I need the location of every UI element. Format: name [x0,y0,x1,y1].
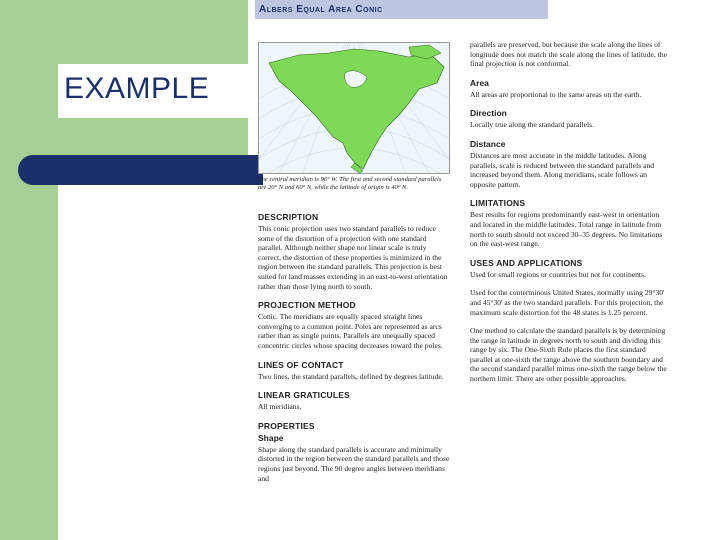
section-body: All areas are proportional to the same areas on the earth. [470,89,642,99]
section [470,198,670,248]
section [258,360,450,382]
section-body: This conic projection uses two standard parallels to reduce some of the distortion of a projection with one standard parallel. Although neither shape nor linear scale is truly correct, the distortion of these properties is minimized in the region between the standard parallels. This projection is best suited for land masses extending in an east-to-west orientation rather than those lying north to south. [258,224,448,291]
left-column [258,212,450,492]
section [258,212,450,291]
slide-title: EXAMPLE [64,72,210,105]
section [258,300,450,350]
section-body: Best results for regions predominantly east-west in orientation and located in the middle latitudes. Total range in latitude from north to south should not exceed 30–35 degrees. No limitations on the east-west range. [470,210,663,249]
section-body: One method to calculate the standard parallels is by determining the range in latitude in degrees north to south and dividing this range by six. The One-Sixth Rule places the first standard parallel at one-sixth the range above the southern boundary and the second standard parallel minus one-sixth the range below the northern limit. There are other possible approaches. [470,326,667,384]
section [470,40,670,69]
section [470,78,670,100]
section-heading: LINES OF CONTACT [258,359,344,370]
section-body: All meridians. [258,402,302,412]
map-graphic [259,43,449,173]
page-header-title: Albers Equal Area Conic [259,4,383,15]
section-heading: Direction [470,108,507,119]
section-body: Locally true along the standard parallels. [470,120,594,130]
section-heading: PROJECTION METHOD [258,300,356,311]
slide-left-strip [0,0,58,540]
section [258,390,450,412]
section [470,139,670,189]
section-body: Two lines, the standard parallels, defined by degrees latitude. [258,371,444,381]
section [258,421,450,431]
section-body: Shape along the standard parallels is accurate and minimally distorted in the region between the standard parallels and those regions just beyond. The 90 degree angles between meridians and [258,444,450,483]
section-heading: USES AND APPLICATIONS [470,257,583,268]
right-column [470,40,670,393]
section-heading: Distance [470,138,506,149]
section-heading: DESCRIPTION [258,212,319,222]
section [258,433,450,483]
projection-map [258,42,450,174]
map-caption: The central meridian is 96° W. The first and second standard parallels are 20° N and 60° N, while the latitude of origin is 40° N. [258,176,442,191]
section [470,288,670,317]
section-heading: PROPERTIES [258,420,315,431]
section-heading: Area [470,77,489,88]
section-body: Used for small regions or countries but not for continents. [470,269,646,279]
section [470,258,670,280]
section-body: Conic. The meridians are equally spaced straight lines converging to a common point. Poles are represented as arcs rather than as single points. Parallels are unequally spaced concentric circles whose spacing decreases toward the poles. [258,312,443,350]
section-heading: Shape [258,432,284,443]
slide-navy-bar [18,155,263,185]
section [470,326,670,384]
section [470,108,670,130]
section-body: Distances are most accurate in the middle latitudes. Along parallels, scale is reduced between the standard parallels and increased beyond them. Along meridians, scale follows an opposite pattern. [470,150,655,189]
section-heading: LIMITATIONS [470,198,526,209]
section-body: parallels are preserved, but because the scale along the lines of longitude does not match the scale along the lines of latitude, the final projection is not conformal. [470,40,667,69]
section-body: Used for the conterminous United States, normally using 29°30' and 45°30' as the two standard parallels. For this projection, the maximum scale distortion for the 48 states is 1.25 percent. [470,288,665,317]
section-heading: LINEAR GRATICULES [258,390,351,401]
